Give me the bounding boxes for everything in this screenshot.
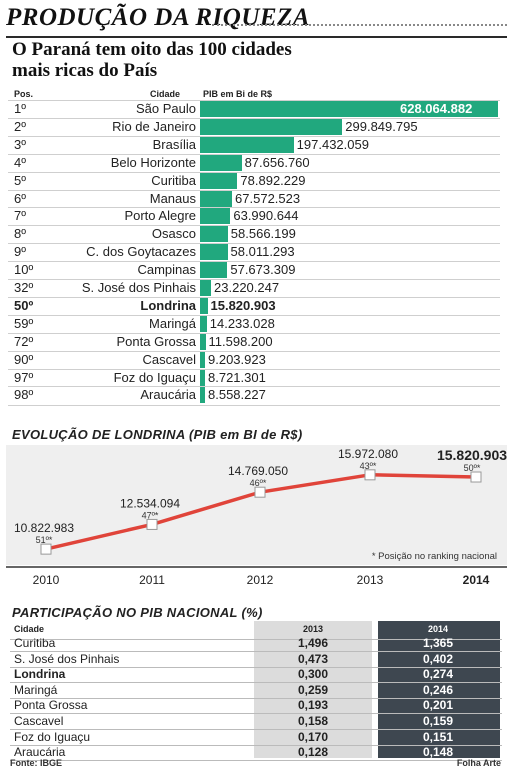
evolution-title: EVOLUÇÃO DE LONDRINA (PIB em BI de R$) [12, 427, 303, 442]
table-cell-2014: 0,402 [422, 651, 454, 666]
table-header-city: Cidade [14, 624, 45, 634]
ranking-city: Cascavel [142, 351, 196, 367]
ranking-value-label: 63.990.644 [233, 208, 299, 224]
ranking-city: Campinas [137, 262, 196, 278]
table-cell-2014: 0,274 [422, 667, 454, 682]
ranking-position: 90º [14, 351, 34, 367]
table-cell-2013: 0,473 [297, 651, 329, 666]
table-cell-city: Ponta Grossa [14, 698, 88, 713]
evolution-point [41, 544, 51, 554]
ranking-bar [200, 137, 294, 153]
ranking-bar [200, 298, 208, 314]
table-row [10, 713, 502, 730]
subtitle-line-2: mais ricas do País [12, 60, 158, 81]
table-cell-2014: 0,159 [422, 714, 454, 728]
table-row [10, 635, 502, 652]
ranking-bar [200, 119, 342, 135]
ranking-value-label: 58.566.199 [230, 226, 296, 242]
ranking-position: 7º [14, 208, 26, 224]
evolution-rank-label: 46º* [249, 478, 267, 489]
evolution-year-label: 2011 [139, 573, 165, 587]
table-cell-2014: 0,148 [422, 745, 454, 760]
table-cell-city: Curitiba [14, 636, 56, 650]
page-title: PRODUÇÃO DA RIQUEZA [6, 4, 310, 31]
ranking-city: Brasília [152, 136, 196, 152]
ranking-position: 98º [14, 387, 34, 403]
ranking-city: Curitiba [151, 172, 196, 188]
title-divider [6, 36, 507, 38]
ranking-bar [200, 316, 207, 332]
table-cell-city: Foz do Iguaçu [14, 729, 91, 744]
ranking-city: Londrina [140, 297, 196, 313]
ranking-city: S. José dos Pinhais [81, 280, 196, 295]
table-row [10, 744, 502, 761]
evolution-rank-label: 47º* [141, 510, 159, 521]
ranking-value-label: 8.558.227 [208, 387, 266, 403]
ranking-position: 72º [14, 333, 34, 349]
evolution-point [147, 519, 157, 529]
ranking-city: Foz do Iguaçu [113, 369, 196, 385]
evolution-line-chart [0, 443, 513, 603]
ranking-city: Manaus [149, 190, 196, 206]
ranking-position: 10º [14, 262, 34, 278]
ranking-value-label: 197.432.059 [296, 136, 369, 152]
ranking-position: 50º [14, 297, 34, 313]
table-cell-2013: 1,496 [297, 636, 329, 650]
evolution-year-label: 2014 [462, 573, 490, 587]
ranking-city: C. dos Goytacazes [86, 244, 196, 260]
evolution-point [471, 472, 481, 482]
table-cell-2013: 0,193 [297, 698, 329, 713]
evolution-rank-label: 43º* [359, 460, 377, 471]
ranking-city: Ponta Grossa [116, 333, 196, 349]
credit-note: Folha Arte [456, 758, 501, 768]
ranking-bar [200, 387, 205, 403]
table-row [10, 729, 502, 746]
ranking-value-label: 23.220.247 [214, 280, 280, 295]
ranking-city: Maringá [149, 315, 196, 331]
evolution-value-label: 12.534.094 [119, 496, 181, 511]
ranking-value-label: 57.673.309 [230, 262, 296, 278]
ranking-city: Porto Alegre [124, 208, 196, 224]
evolution-rank-label: 50º* [463, 463, 481, 474]
evolution-year-label: 2010 [32, 573, 60, 587]
ranking-bar [200, 173, 237, 189]
ranking-value-label: 87.656.760 [244, 154, 310, 170]
table-cell-2013: 0,300 [297, 667, 329, 682]
ranking-position: 8º [14, 226, 26, 242]
ranking-bar [200, 226, 228, 242]
ranking-header-pos: Pos. [14, 89, 34, 99]
ranking-bar [200, 155, 242, 171]
ranking-header-city: Cidade [150, 89, 181, 99]
ranking-position: 9º [14, 244, 26, 260]
table-cell-2013: 0,128 [297, 745, 329, 760]
page-subtitle [12, 39, 292, 81]
ranking-position: 5º [14, 172, 26, 188]
ranking-value-label: 78.892.229 [240, 172, 306, 188]
ranking-header-value: PIB em Bi de R$ [203, 89, 273, 99]
ranking-bar [200, 370, 205, 386]
evolution-value-label: 15.820.903 [436, 447, 508, 464]
table-cell-2014: 0,201 [422, 698, 454, 713]
ranking-value-label: 58.011.293 [230, 244, 295, 260]
table-header-2013: 2013 [302, 624, 324, 634]
ranking-position: 59º [14, 315, 34, 331]
subtitle-line-1: O Paraná tem oito das 100 cidades [12, 39, 292, 60]
table-row [10, 697, 502, 714]
table-row [10, 651, 502, 668]
ranking-bar [200, 244, 228, 260]
ranking-position: 2º [14, 118, 26, 134]
table-cell-2014: 1,365 [422, 636, 454, 650]
ranking-city: Araucária [140, 387, 196, 403]
ranking-value-label: 15.820.903 [210, 297, 276, 313]
evolution-rank-label: 51º* [35, 535, 53, 546]
ranking-bar [200, 280, 211, 296]
evolution-value-label: 14.769.050 [227, 464, 289, 479]
participation-title: PARTICIPAÇÃO NO PIB NACIONAL (%) [12, 605, 263, 620]
ranking-position: 97º [14, 369, 34, 385]
ranking-bar [200, 352, 205, 368]
table-cell-city: Maringá [14, 682, 58, 697]
evolution-point [255, 487, 265, 497]
ranking-bar [200, 191, 232, 207]
source-note: Fonte: IBGE [10, 758, 62, 768]
table-cell-city: Araucária [14, 745, 66, 760]
ranking-city: Belo Horizonte [110, 154, 196, 170]
evolution-note: * Posição no ranking nacional [371, 551, 497, 562]
table-cell-2014: 0,246 [422, 682, 454, 697]
ranking-value-label: 299.849.795 [345, 118, 418, 134]
ranking-value-label: 628.064.882 [400, 101, 473, 116]
ranking-position: 3º [14, 136, 26, 152]
table-cell-2013: 0,170 [297, 729, 329, 744]
ranking-value-label: 11.598.200 [208, 333, 273, 349]
title-dotted-rule [212, 24, 507, 26]
evolution-plot-background [6, 445, 507, 565]
evolution-value-label: 10.822.983 [13, 521, 75, 536]
ranking-value-label: 8.721.301 [208, 369, 266, 385]
ranking-city: Rio de Janeiro [112, 118, 196, 134]
table-header-2014: 2014 [427, 624, 449, 634]
ranking-bar [200, 334, 206, 350]
evolution-value-label: 15.972.080 [337, 446, 399, 461]
table-cell-city: S. José dos Pinhais [14, 651, 120, 666]
evolution-year-label: 2013 [356, 573, 384, 587]
ranking-value-label: 14.233.028 [209, 315, 275, 331]
ranking-position: 6º [14, 190, 26, 206]
table-cell-city: Cascavel [14, 714, 64, 728]
table-cell-city: Londrina [14, 667, 66, 682]
table-row [10, 666, 502, 683]
ranking-city: Osasco [151, 226, 196, 242]
ranking-bar [200, 262, 227, 278]
ranking-city: São Paulo [136, 101, 196, 116]
table-cell-2014: 0,151 [422, 729, 454, 744]
table-row [10, 682, 502, 699]
table-cell-2013: 0,158 [297, 714, 329, 728]
ranking-row-divider [8, 405, 500, 406]
ranking-position: 4º [14, 154, 26, 170]
evolution-year-label: 2012 [246, 573, 274, 587]
table-cell-2013: 0,259 [297, 682, 329, 697]
ranking-value-label: 67.572.523 [235, 190, 301, 206]
evolution-point [365, 470, 375, 480]
ranking-value-label: 9.203.923 [208, 351, 266, 367]
ranking-position: 32º [14, 280, 34, 295]
ranking-bar [200, 208, 230, 224]
ranking-position: 1º [14, 101, 26, 116]
